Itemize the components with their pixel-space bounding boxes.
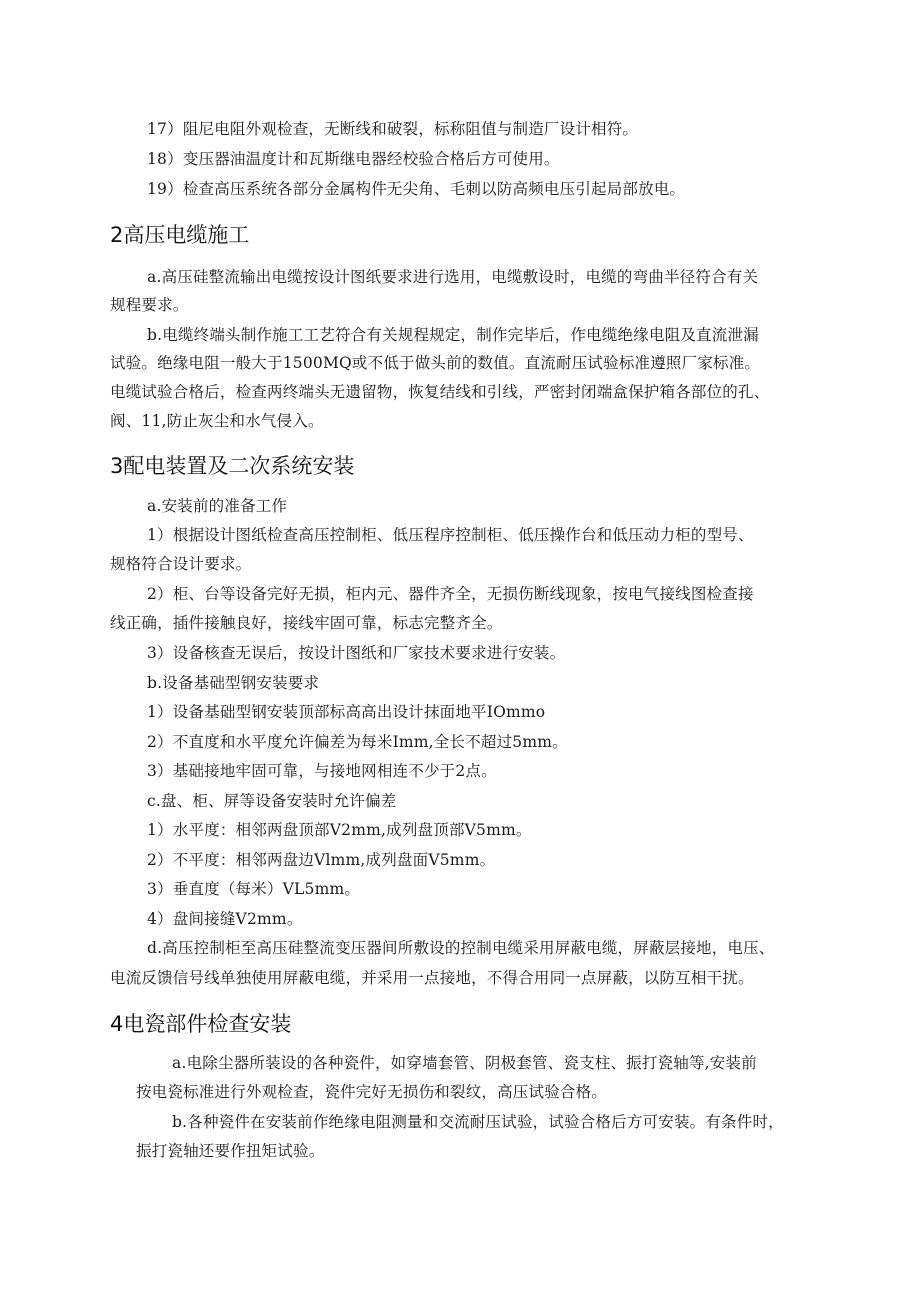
section-2-b-line-3: 电缆试验合格后，检查两终端头无遗留物，恢复结线和引线，严密封闭端盒保护箱各部位的孔、 [110, 383, 770, 401]
section-3-b-title: b.设备基础型钢安装要求 [147, 674, 320, 692]
section-3-a-item-3: 3）设备核查无误后，按设计图纸和厂家技术要求进行安装。 [147, 644, 566, 662]
section-4-b-line-1: b.各种瓷件在安装前作绝缘电阻测量和交流耐压试验，试验合格后方可安装。有条件时， [172, 1113, 784, 1131]
section-4-a-line-2: 按电瓷标准进行外观检查，瓷件完好无损伤和裂纹，高压试验合格。 [136, 1083, 608, 1101]
section-3-heading: 3配电装置及二次系统安装 [110, 454, 355, 478]
item-17: 17）阻尼电阻外观检查，无断线和破裂，标称阻值与制造厂设计相符。 [147, 120, 639, 138]
section-3-c-item-3: 3）垂直度（每米）VL5mm。 [147, 880, 361, 898]
section-3-a-item-2-cont: 线正确，插件接触良好，接线牢固可靠，标志完整齐全。 [110, 614, 503, 632]
section-2-a-line-2: 规程要求。 [110, 296, 189, 314]
section-3-a-title: a.安装前的准备工作 [147, 497, 288, 515]
section-2-a-line-1: a.高压硅整流输出电缆按设计图纸要求进行选用，电缆敷设时，电缆的弯曲半径符合有关 [147, 268, 759, 286]
section-3-a-item-1-cont: 规格符合设计要求。 [110, 555, 252, 573]
section-2-b-line-2: 试验。绝缘电阻一般大于1500MQ或不低于做头前的数值。直流耐压试验标准遵照厂家标准。 [110, 354, 761, 372]
section-3-c-title: c.盘、柜、屏等设备安装时允许偏差 [147, 792, 397, 810]
section-4-b-line-2: 振打瓷轴还要作扭矩试验。 [136, 1142, 325, 1160]
section-2-b-line-1: b.电缆终端头制作施工工艺符合有关规程规定，制作完毕后，作电缆绝缘电阻及直流泄漏 [147, 326, 759, 344]
section-3-a-item-2: 2）柜、台等设备完好无损，柜内元、器件齐全，无损伤断线现象，按电气接线图检查接 [147, 585, 754, 603]
section-3-b-item-2: 2）不直度和水平度允许偏差为每米Imm,全长不超过5mm。 [147, 733, 568, 751]
section-3-a-item-1: 1）根据设计图纸检查高压控制柜、低压程序控制柜、低压操作台和低压动力柜的型号、 [147, 526, 754, 544]
item-18: 18）变压器油温度计和瓦斯继电器经校验合格后方可使用。 [147, 150, 560, 168]
section-3-c-item-1: 1）水平度：相邻两盘顶部V2mm,成列盘顶部V5mm。 [147, 821, 532, 839]
section-2-b-line-4: 阀、11,防止灰尘和水气侵入。 [110, 412, 324, 430]
section-4-a-line-1: a.电除尘器所装设的各种瓷件，如穿墙套管、阴极套管、瓷支柱、振打瓷轴等,安装前 [172, 1054, 757, 1072]
section-3-c-item-4: 4）盘间接缝V2mm。 [147, 910, 303, 928]
section-4-heading: 4电瓷部件检查安装 [110, 1012, 292, 1036]
section-3-b-item-1: 1）设备基础型钢安装顶部标高高出设计抹面地平IOmmo [147, 703, 546, 721]
section-3-d-line-2: 电流反馈信号线单独使用屏蔽电缆，并采用一点接地，不得合用同一点屏蔽，以防互相干扰。 [110, 969, 754, 987]
item-19: 19）检查高压系统各部分金属构件无尖角、毛刺以防高频电压引起局部放电。 [147, 180, 686, 198]
section-3-d-line-1: d.高压控制柜至高压硅整流变压器间所敷设的控制电缆采用屏蔽电缆，屏蔽层接地，电压、 [147, 939, 775, 957]
section-2-heading: 2高压电缆施工 [110, 223, 250, 247]
section-3-c-item-2: 2）不平度：相邻两盘边Vlmm,成列盘面V5mm。 [147, 851, 496, 869]
section-3-b-item-3: 3）基础接地牢固可靠，与接地网相连不少于2点。 [147, 762, 497, 780]
